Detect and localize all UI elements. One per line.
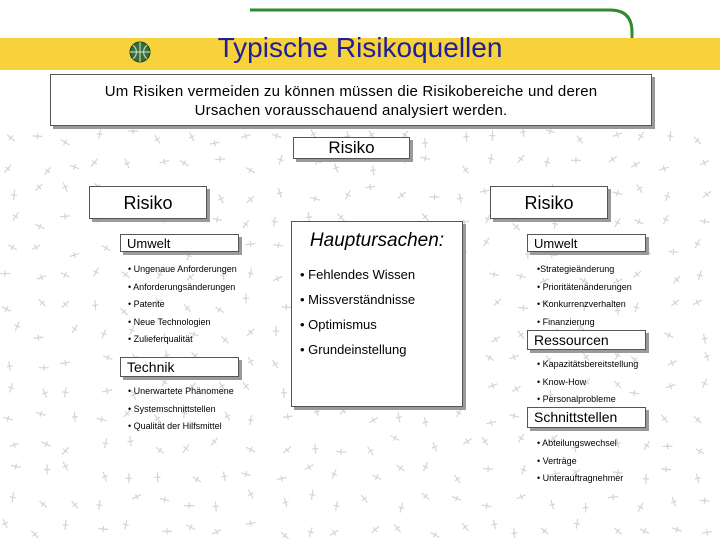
- pattern-mark: [452, 496, 461, 502]
- pattern-mark: [369, 418, 378, 423]
- pattern-mark: [70, 252, 80, 258]
- pattern-mark: [577, 136, 583, 144]
- pattern-mark: [517, 494, 526, 500]
- pattern-mark: [42, 388, 48, 397]
- pattern-mark: [511, 528, 517, 538]
- pattern-mark: [702, 379, 707, 388]
- pattern-mark: [72, 501, 79, 509]
- pattern-mark: [703, 191, 711, 197]
- pattern-mark: [333, 163, 339, 172]
- pattern-mark: [120, 308, 127, 315]
- pattern-mark: [668, 360, 677, 365]
- right-schnittstellen-list: [537, 437, 623, 490]
- main-causes-heading: Hauptursachen:: [309, 230, 445, 251]
- pattern-mark: [271, 217, 277, 227]
- pattern-mark: [663, 443, 673, 449]
- risk-right-box: Risiko: [490, 186, 608, 219]
- pattern-mark: [345, 190, 350, 199]
- pattern-mark: [423, 462, 428, 471]
- pattern-mark: [278, 155, 284, 165]
- pattern-mark: [546, 128, 556, 134]
- pattern-mark: [398, 503, 404, 513]
- list-item: • Finanzierung: [537, 316, 595, 327]
- pattern-mark: [609, 156, 617, 162]
- pattern-mark: [183, 444, 189, 452]
- pattern-mark: [42, 441, 51, 446]
- pattern-mark: [248, 490, 253, 499]
- pattern-mark: [62, 182, 68, 191]
- pattern-mark: [35, 184, 42, 191]
- pattern-mark: [243, 220, 249, 228]
- left-umwelt-label: Umwelt: [120, 234, 239, 252]
- pattern-mark: [281, 304, 291, 310]
- pattern-mark: [492, 337, 500, 343]
- pattern-mark: [330, 530, 338, 535]
- pattern-mark: [396, 465, 404, 471]
- pattern-mark: [518, 434, 523, 442]
- list-item: • Verträge: [537, 455, 577, 466]
- pattern-mark: [63, 520, 69, 530]
- pattern-mark: [454, 475, 460, 483]
- pattern-mark: [62, 301, 69, 308]
- pattern-mark: [664, 192, 670, 201]
- pattern-mark: [702, 334, 708, 344]
- pattern-mark: [667, 131, 673, 141]
- pattern-mark: [463, 166, 469, 174]
- risk-top-box: Risiko: [293, 137, 410, 159]
- pattern-mark: [126, 473, 132, 483]
- pattern-mark: [281, 388, 287, 398]
- pattern-mark: [312, 444, 318, 454]
- pattern-mark: [520, 127, 526, 137]
- pattern-mark: [102, 472, 108, 481]
- pattern-mark: [634, 303, 640, 313]
- pattern-mark: [246, 168, 255, 173]
- pattern-mark: [127, 436, 133, 446]
- pattern-mark: [518, 155, 524, 163]
- pattern-mark: [571, 157, 581, 163]
- pattern-mark: [160, 497, 170, 503]
- pattern-mark: [394, 525, 400, 533]
- pattern-mark: [422, 493, 429, 500]
- list-item: • Patente: [128, 299, 165, 309]
- pattern-mark: [8, 245, 17, 250]
- pattern-mark: [518, 305, 528, 311]
- pattern-mark: [213, 502, 219, 512]
- pattern-mark: [694, 416, 701, 423]
- list-item: • Unerwartete Phänomene: [128, 386, 234, 396]
- pattern-mark: [491, 520, 497, 530]
- right-ressourcen-list: [537, 358, 638, 411]
- pattern-mark: [273, 242, 283, 248]
- pattern-mark: [699, 218, 709, 224]
- pattern-mark: [215, 156, 225, 162]
- intro-line-1: Um Risiken vermeiden zu können müssen die Risikobereiche und deren: [104, 83, 598, 100]
- pattern-mark: [91, 159, 97, 167]
- pattern-mark: [372, 474, 381, 479]
- pattern-mark: [693, 300, 702, 305]
- pattern-mark: [583, 503, 589, 513]
- pattern-mark: [221, 472, 227, 482]
- pattern-mark: [3, 416, 13, 422]
- pattern-mark: [638, 132, 643, 141]
- pattern-mark: [391, 435, 400, 440]
- list-item: • Know-How: [537, 376, 587, 387]
- pattern-mark: [11, 190, 17, 200]
- pattern-mark: [97, 417, 107, 423]
- pattern-mark: [661, 466, 671, 472]
- pattern-mark: [72, 325, 78, 333]
- list-item: • Optimismus: [300, 317, 377, 332]
- pattern-mark: [246, 447, 255, 452]
- pattern-mark: [272, 133, 282, 139]
- pattern-mark: [193, 477, 201, 482]
- pattern-mark: [552, 219, 558, 229]
- pattern-mark: [483, 466, 493, 472]
- pattern-mark: [489, 272, 499, 278]
- pattern-mark: [96, 500, 102, 510]
- pattern-mark: [486, 420, 496, 426]
- pattern-mark: [281, 532, 288, 539]
- pattern-mark: [212, 217, 222, 223]
- pattern-mark: [248, 415, 254, 425]
- pattern-mark: [637, 184, 643, 192]
- pattern-mark: [340, 407, 347, 414]
- pattern-mark: [547, 252, 557, 258]
- pattern-mark: [644, 441, 650, 449]
- pattern-mark: [33, 335, 43, 341]
- pattern-mark: [513, 223, 520, 230]
- pattern-mark: [337, 214, 344, 221]
- main-causes-list: [300, 266, 415, 366]
- pattern-mark: [70, 164, 79, 170]
- pattern-mark: [671, 300, 679, 306]
- pattern-mark: [63, 462, 68, 471]
- pattern-mark: [485, 355, 493, 360]
- pattern-mark: [0, 271, 10, 277]
- pattern-mark: [661, 415, 667, 423]
- pattern-mark: [8, 383, 14, 392]
- pattern-mark: [700, 160, 709, 165]
- pattern-mark: [13, 212, 19, 220]
- list-item: • Neue Technologien: [128, 316, 211, 327]
- pattern-mark: [36, 411, 46, 417]
- pattern-mark: [489, 131, 495, 141]
- list-item: • Konkurrenzverhalten: [537, 299, 626, 309]
- pattern-mark: [457, 193, 463, 203]
- pattern-mark: [11, 463, 21, 469]
- list-item: • Unterauftragnehmer: [537, 473, 624, 483]
- pattern-mark: [371, 526, 379, 533]
- left-technik-label: Technik: [120, 357, 239, 377]
- pattern-mark: [697, 271, 703, 281]
- pattern-mark: [488, 383, 497, 389]
- pattern-mark: [430, 194, 440, 200]
- pattern-mark: [5, 165, 11, 173]
- pattern-mark: [334, 501, 340, 511]
- pattern-mark: [431, 532, 440, 537]
- pattern-mark: [10, 442, 20, 448]
- pattern-mark: [640, 528, 649, 533]
- pattern-mark: [7, 135, 14, 142]
- risk-left-box: Risiko: [89, 186, 207, 219]
- pattern-mark: [62, 387, 68, 397]
- right-ressourcen-label: Ressourcen: [527, 330, 646, 350]
- pattern-mark: [72, 412, 78, 422]
- pattern-mark: [44, 167, 50, 175]
- pattern-mark: [488, 154, 494, 164]
- pattern-mark: [39, 365, 49, 371]
- pattern-mark: [613, 190, 623, 196]
- pattern-mark: [665, 333, 674, 338]
- pattern-mark: [7, 361, 13, 371]
- right-schnittstellen-label: Schnittstellen: [527, 407, 646, 428]
- pattern-mark: [422, 213, 429, 220]
- pattern-mark: [103, 355, 112, 361]
- pattern-mark: [211, 438, 218, 446]
- pattern-mark: [305, 465, 314, 470]
- left-technik-list: [128, 385, 234, 438]
- pattern-mark: [518, 331, 524, 339]
- pattern-mark: [704, 352, 710, 361]
- pattern-mark: [695, 473, 701, 483]
- pattern-mark: [184, 503, 194, 509]
- pattern-mark: [396, 412, 402, 422]
- list-item: • Personalprobleme: [537, 394, 616, 404]
- pattern-mark: [398, 192, 406, 198]
- pattern-mark: [155, 135, 160, 143]
- pattern-mark: [643, 474, 649, 484]
- intro-box: [50, 74, 652, 126]
- pattern-mark: [308, 527, 314, 537]
- pattern-mark: [132, 494, 141, 499]
- pattern-mark: [283, 498, 289, 508]
- pattern-mark: [98, 526, 108, 532]
- list-item: • Grundeinstellung: [300, 342, 407, 357]
- pattern-mark: [480, 188, 490, 194]
- pattern-mark: [456, 408, 461, 417]
- list-item: • Systemschnittstellen: [128, 403, 216, 414]
- pattern-mark: [102, 388, 112, 394]
- main-causes-box: [291, 221, 463, 407]
- pattern-mark: [608, 494, 618, 500]
- pattern-mark: [516, 273, 526, 279]
- pattern-mark: [15, 321, 20, 330]
- pattern-mark: [694, 137, 701, 144]
- pattern-mark: [673, 276, 680, 283]
- pattern-mark: [39, 501, 47, 507]
- pattern-mark: [365, 184, 375, 190]
- pattern-mark: [314, 407, 320, 417]
- pattern-mark: [420, 155, 430, 161]
- pattern-mark: [484, 238, 489, 246]
- pattern-mark: [97, 129, 103, 139]
- pattern-mark: [189, 132, 194, 141]
- pattern-mark: [634, 219, 643, 224]
- pattern-mark: [35, 224, 44, 229]
- pattern-mark: [62, 447, 69, 454]
- pattern-mark: [273, 360, 278, 368]
- pattern-mark: [422, 138, 428, 148]
- pattern-mark: [156, 447, 164, 453]
- pattern-mark: [512, 386, 520, 391]
- pattern-mark: [659, 166, 669, 172]
- pattern-mark: [309, 490, 315, 500]
- pattern-mark: [243, 293, 249, 303]
- list-item: • Zulieferqualität: [128, 334, 193, 344]
- pattern-mark: [310, 196, 320, 202]
- pattern-mark: [509, 354, 518, 360]
- pattern-mark: [60, 213, 70, 219]
- pattern-mark: [44, 464, 50, 474]
- pattern-mark: [92, 300, 98, 310]
- pattern-mark: [102, 246, 111, 251]
- pattern-mark: [247, 196, 255, 203]
- pattern-mark: [463, 132, 469, 142]
- right-umwelt-label: Umwelt: [527, 234, 646, 252]
- pattern-mark: [180, 160, 189, 165]
- pattern-mark: [574, 519, 580, 529]
- pattern-mark: [160, 159, 170, 165]
- pattern-mark: [544, 157, 550, 167]
- pattern-mark: [521, 465, 527, 474]
- pattern-mark: [666, 383, 676, 389]
- pattern-mark: [482, 503, 492, 509]
- pattern-mark: [210, 140, 220, 146]
- pattern-mark: [128, 128, 138, 134]
- list-item: • Missverständnisse: [300, 292, 416, 307]
- pattern-mark: [331, 470, 337, 479]
- pattern-mark: [93, 268, 98, 277]
- pattern-mark: [124, 159, 130, 168]
- pattern-mark: [370, 165, 376, 175]
- pattern-mark: [669, 249, 679, 255]
- pattern-mark: [248, 269, 254, 279]
- pattern-mark: [494, 299, 501, 306]
- pattern-mark: [422, 417, 428, 427]
- pattern-mark: [123, 520, 129, 530]
- pattern-mark: [633, 271, 641, 278]
- pattern-mark: [101, 329, 107, 338]
- pattern-mark: [482, 437, 488, 445]
- pattern-mark: [61, 272, 70, 277]
- right-umwelt-list: [537, 263, 632, 333]
- pattern-mark: [273, 326, 279, 336]
- pattern-mark: [31, 531, 38, 538]
- left-umwelt-list: [128, 263, 237, 351]
- pattern-mark: [186, 525, 195, 530]
- pattern-mark: [32, 133, 42, 139]
- pattern-mark: [613, 132, 622, 138]
- pattern-mark: [247, 329, 254, 336]
- pattern-mark: [162, 528, 172, 534]
- pattern-mark: [2, 306, 11, 311]
- pattern-mark: [672, 527, 681, 533]
- pattern-mark: [283, 447, 291, 453]
- pattern-mark: [463, 439, 471, 444]
- pattern-mark: [277, 188, 283, 198]
- pattern-mark: [186, 251, 192, 260]
- pattern-mark: [432, 442, 438, 451]
- pattern-mark: [462, 523, 469, 531]
- pattern-mark: [696, 449, 705, 454]
- list-item: • Anforderungsänderungen: [128, 281, 236, 292]
- list-item: • Prioritätenänderungen: [537, 281, 632, 292]
- pattern-mark: [39, 299, 46, 306]
- pattern-mark: [61, 140, 69, 145]
- pattern-mark: [368, 447, 373, 455]
- pattern-mark: [155, 472, 161, 482]
- pattern-mark: [246, 521, 256, 527]
- pattern-mark: [283, 414, 293, 420]
- list-item: • Kapazitätsbereitstellung: [537, 359, 639, 369]
- list-item: • Ungenaue Anforderungen: [128, 264, 237, 274]
- intro-line-2: Ursachen vorausschauend analysiert werden.: [194, 102, 508, 119]
- pattern-mark: [243, 382, 249, 390]
- pattern-mark: [631, 162, 640, 167]
- pattern-mark: [241, 471, 251, 477]
- pattern-mark: [2, 519, 7, 528]
- pattern-mark: [212, 529, 221, 534]
- pattern-mark: [218, 194, 223, 203]
- pattern-mark: [273, 276, 282, 281]
- pattern-mark: [246, 241, 256, 247]
- pattern-mark: [702, 529, 712, 535]
- pattern-mark: [541, 528, 549, 535]
- pattern-mark: [695, 239, 700, 248]
- pattern-mark: [248, 357, 253, 366]
- pattern-mark: [549, 500, 555, 510]
- list-item: • Fehlendes Wissen: [300, 267, 416, 282]
- pattern-mark: [32, 245, 41, 250]
- pattern-mark: [60, 360, 70, 366]
- list-item: •Strategieänderung: [537, 264, 615, 274]
- pattern-mark: [615, 218, 620, 227]
- pattern-mark: [638, 503, 643, 512]
- pattern-mark: [361, 495, 367, 503]
- pattern-mark: [336, 449, 346, 455]
- pattern-mark: [663, 215, 668, 224]
- pattern-mark: [671, 497, 677, 506]
- pattern-mark: [103, 438, 109, 448]
- pattern-mark: [37, 275, 46, 281]
- pattern-mark: [700, 498, 710, 504]
- pattern-mark: [509, 413, 519, 419]
- pattern-mark: [10, 492, 16, 502]
- list-item: • Abteilungswechsel: [537, 438, 617, 448]
- pattern-mark: [241, 133, 251, 139]
- pattern-mark: [277, 476, 287, 482]
- list-item: • Qualität der Hilfsmittel: [128, 421, 222, 431]
- page-title: Typische Risikoquellen: [217, 32, 503, 63]
- pattern-mark: [312, 159, 322, 165]
- pattern-mark: [614, 528, 621, 535]
